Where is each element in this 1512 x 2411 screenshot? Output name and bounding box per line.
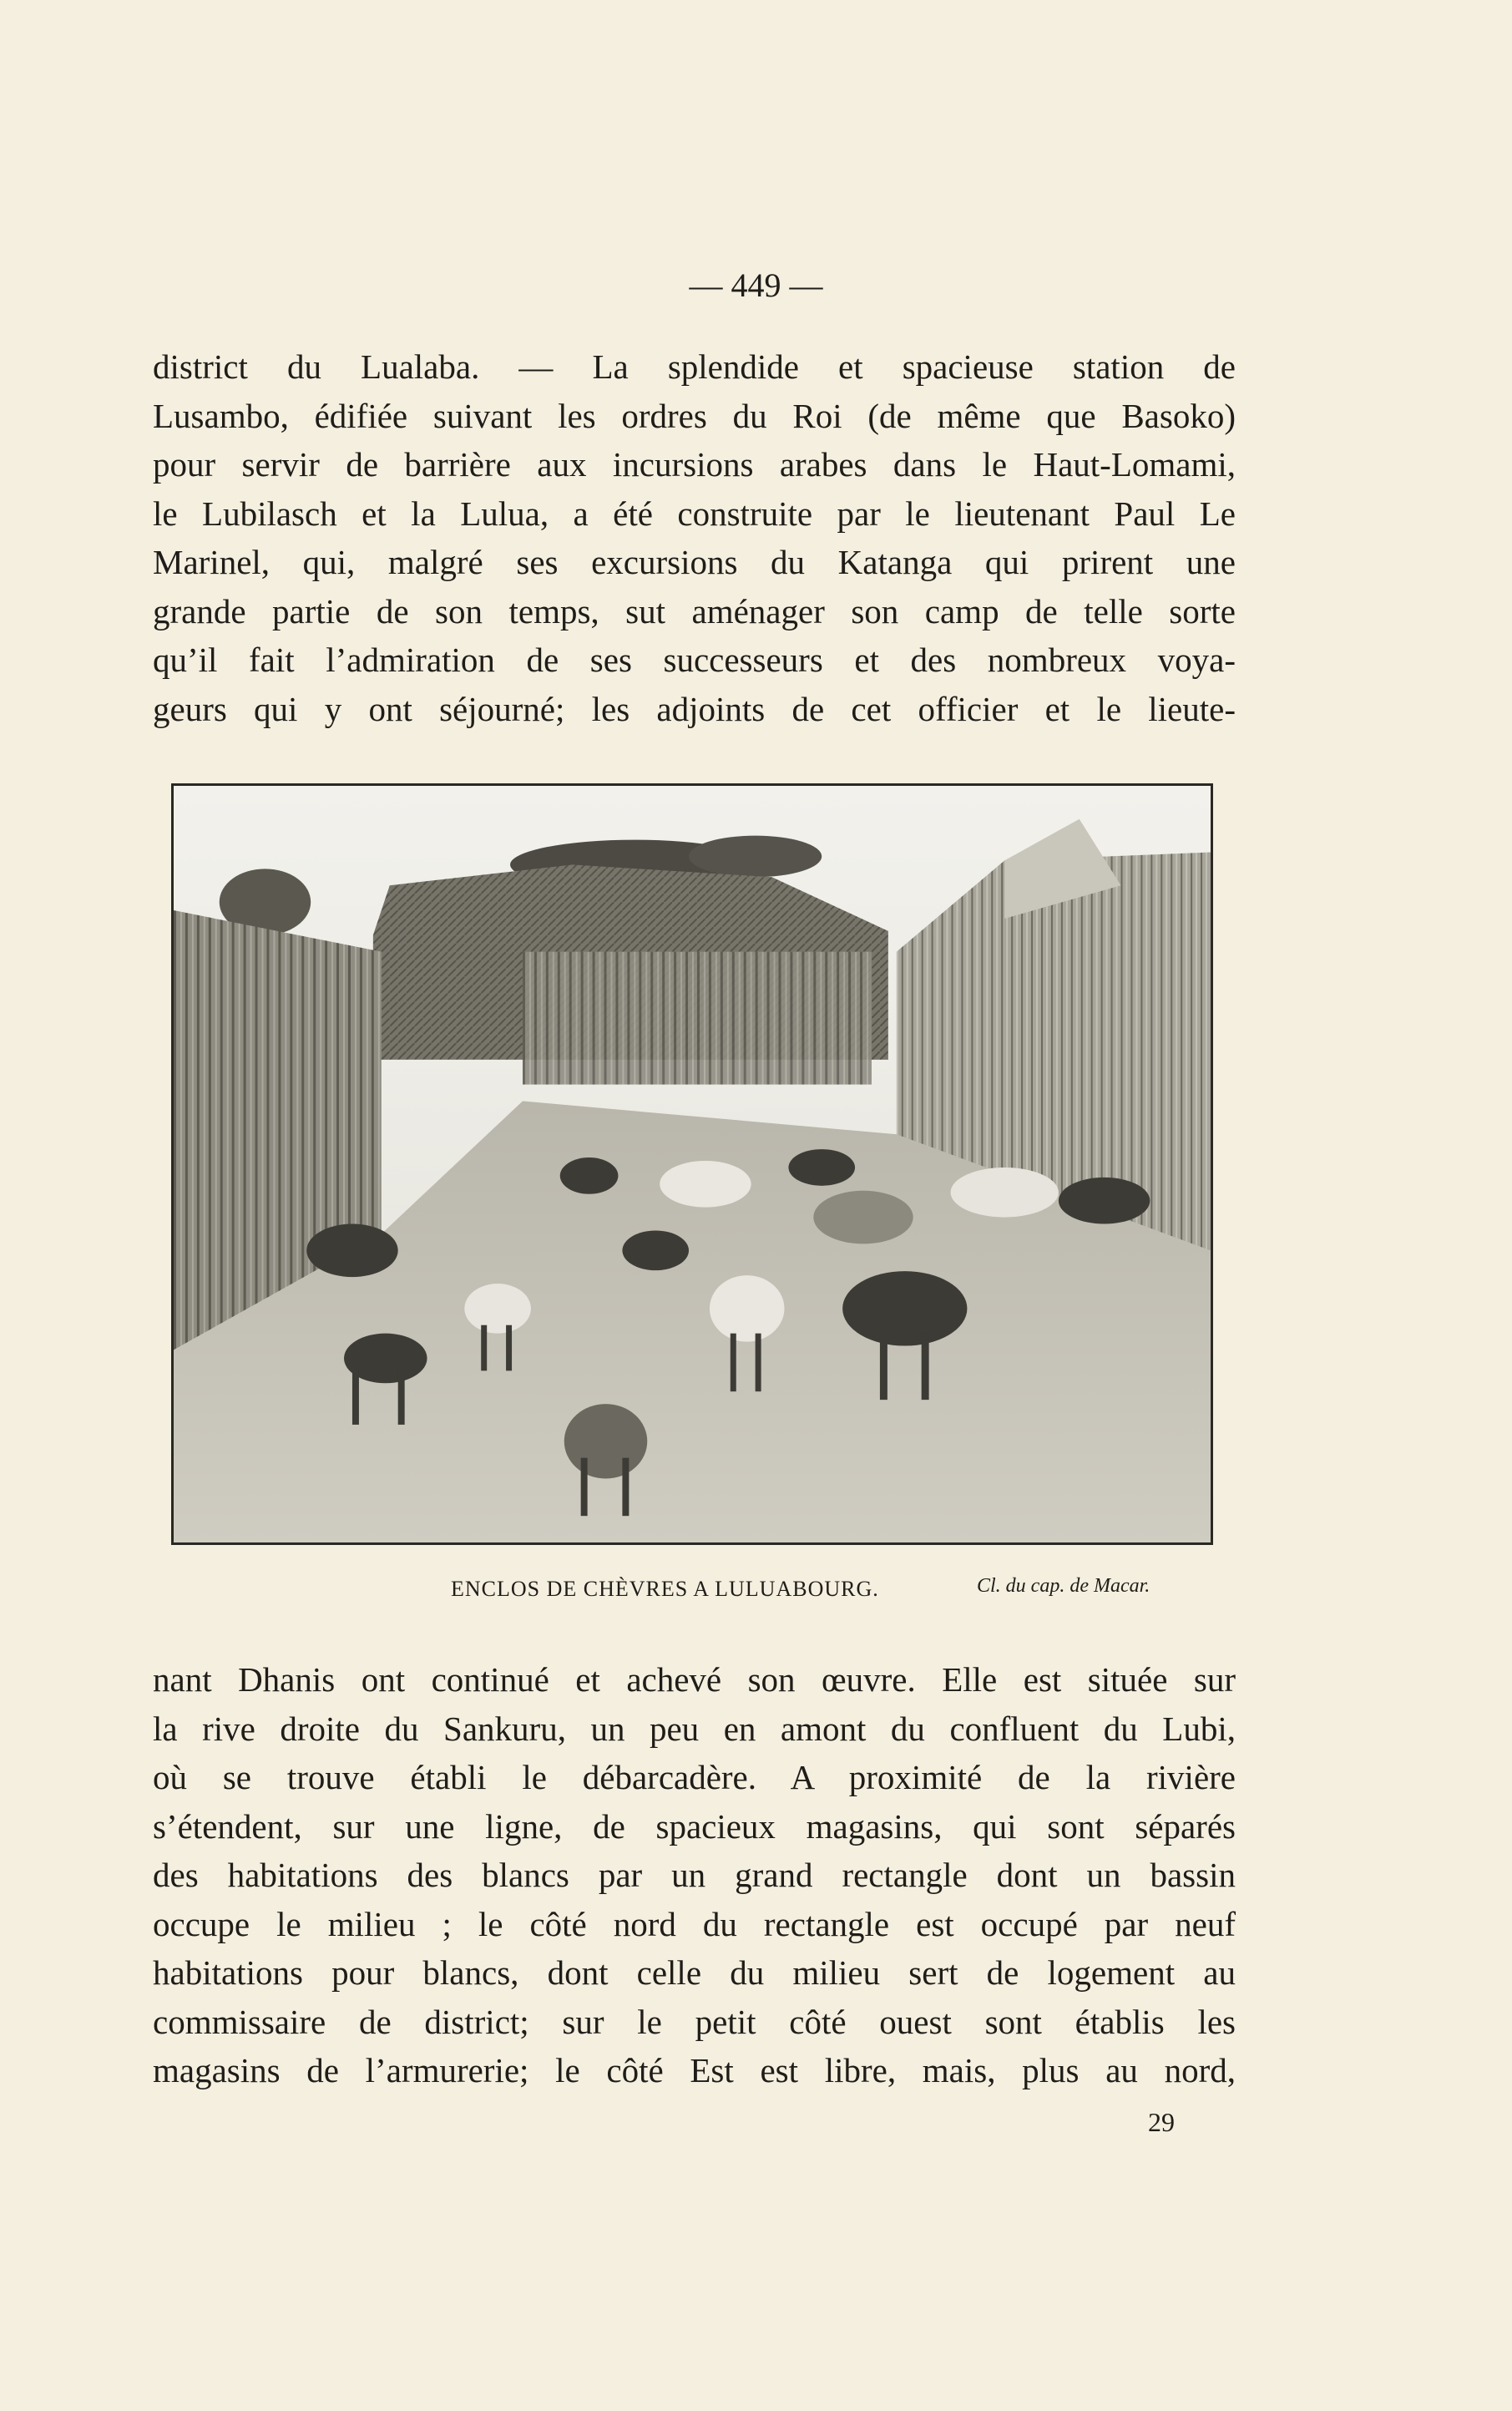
text-line: commissaire de district; sur le petit côté ouest sont établis les bbox=[153, 2002, 1236, 2041]
text-line: pour servir de barrière aux incursions arabes dans le Haut-Lomami, bbox=[153, 445, 1236, 484]
page-number: — 449 — bbox=[689, 266, 823, 304]
text-line: des habitations des blancs par un grand rectangle dont un bassin bbox=[153, 1856, 1236, 1894]
text-line: magasins de l’armurerie; le côté Est est libre, mais, plus au nord, bbox=[153, 2051, 1236, 2089]
text-line: le Lubilasch et la Lulua, a été construite par le lieutenant Paul Le bbox=[153, 494, 1236, 533]
photograph-goat-enclosure bbox=[171, 783, 1213, 1545]
text-line: nant Dhanis ont continué et achevé son œuvre. Elle est située sur bbox=[153, 1660, 1236, 1699]
paragraph-bottom bbox=[153, 1655, 1236, 2095]
text-line: qu’il fait l’admiration de ses successeurs et des nombreux voya- bbox=[153, 641, 1236, 679]
figure-credit: Cl. du cap. de Macar. bbox=[977, 1575, 1150, 1597]
text-line: Marinel, qui, malgré ses excursions du Katanga qui prirent une bbox=[153, 543, 1236, 581]
paragraph-top bbox=[153, 342, 1236, 733]
text-line: la rive droite du Sankuru, un peu en amont du confluent du Lubi, bbox=[153, 1709, 1236, 1748]
signature-mark: 29 bbox=[1148, 2107, 1175, 2137]
text-line: Lusambo, édifiée suivant les ordres du Roi (de même que Basoko) bbox=[153, 396, 1236, 435]
figure-caption: ENCLOS DE CHÈVRES A LULUABOURG. bbox=[451, 1577, 879, 1601]
text-line: district du Lualaba. — La splendide et spacieuse station de bbox=[153, 347, 1236, 386]
text-line: occupe le milieu ; le côté nord du rectangle est occupé par neuf bbox=[153, 1904, 1236, 1943]
text-line: s’étendent, sur une ligne, de spacieux magasins, qui sont séparés bbox=[153, 1806, 1236, 1846]
text-line: habitations pour blancs, dont celle du milieu sert de logement au bbox=[153, 1953, 1236, 1992]
text-line: geurs qui y ont séjourné; les adjoints de cet officier et le lieute- bbox=[153, 689, 1236, 728]
text-line: où se trouve établi le débarcadère. A proximité de la rivière bbox=[153, 1758, 1236, 1796]
photograph-illustration bbox=[174, 786, 1211, 1542]
text-line: grande partie de son temps, sut aménager son camp de telle sorte bbox=[153, 591, 1236, 631]
